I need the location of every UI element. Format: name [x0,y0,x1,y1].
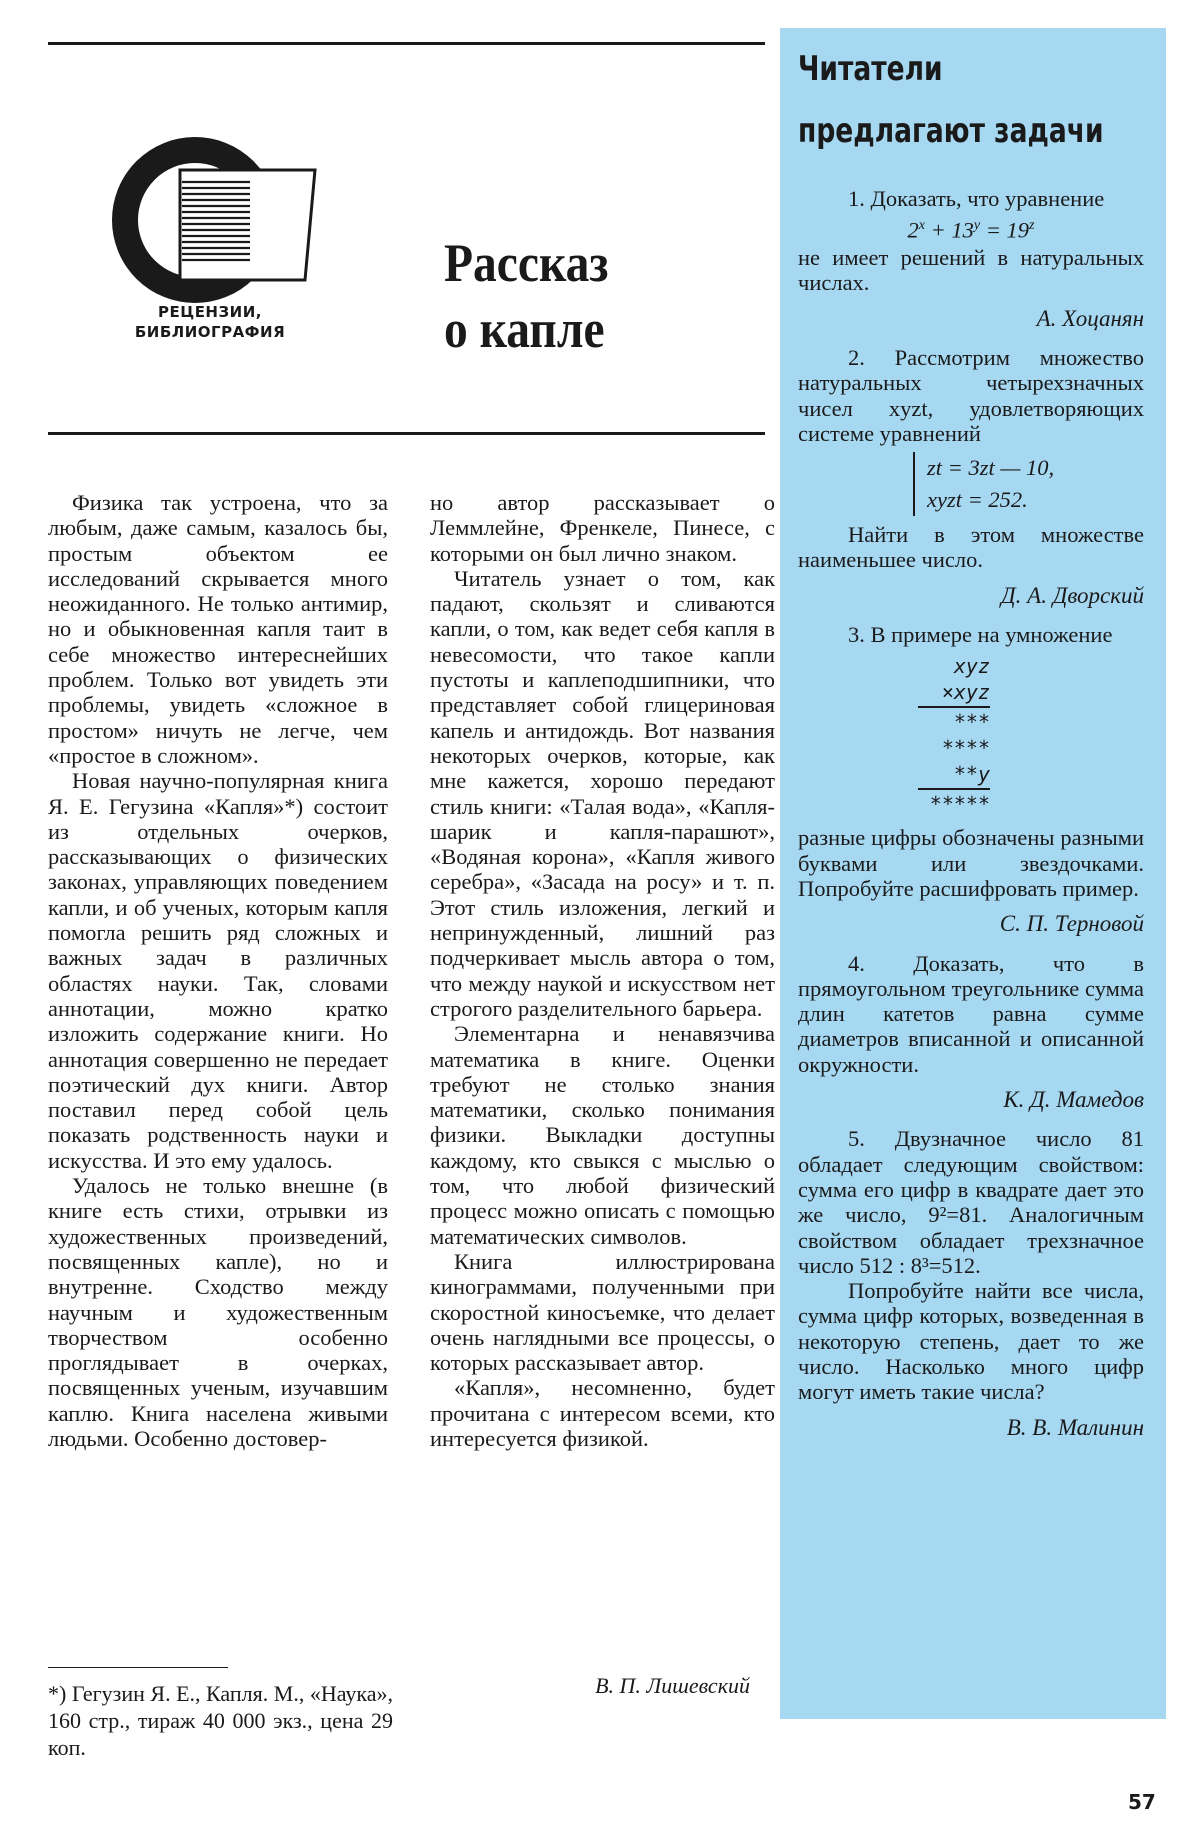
section-label-line2: БИБЛИОГРАФИЯ [134,323,286,341]
problems-sidebar [780,28,1166,1719]
paragraph: но автор рассказывает о Леммлейне, Френкеле, Пинесе, с которыми он был лично знаком. [430,490,775,566]
problem-text: 5. Двузначное число 81 обладает следующим свойством: сумма его цифр в квадрате дает это же число, 9²=81. Аналогичным свойством обладает трехзначное число 512 : 8³=512. [798,1126,1144,1278]
sidebar-title-line1: Читатели [798,49,943,89]
title-line1: Рассказ [444,233,609,293]
article-column-1 [48,490,388,1451]
formula-exponent: z [1029,218,1035,234]
problem-author: С. П. Терновой [999,911,1144,937]
problem-text: 3. В примере на умножение [848,622,1113,648]
problem-author: Д. А. Дворский [1001,582,1144,608]
mult-row: *** [953,710,990,735]
problem-text: 4. Доказать, что в прямоугольном треугольнике сумма длин катетов равна сумме диаметров вписанной и описанной окружности. [798,950,1144,1077]
footnote: *) Гегузин Я. Е., Капля. М., «Наука», 160 стр., тираж 40 000 экз., цена 29 коп. [48,1681,393,1760]
equation-system [913,452,1144,516]
sidebar-title-line2: предлагают задачи [798,111,1104,151]
problem-3 [798,622,1144,936]
mult-row: **** [941,736,990,761]
article-title [444,230,608,362]
problem-text: Найти в этом множестве наименьшее число. [798,522,1144,573]
formula-part: + 13 [924,217,974,243]
problem-text: 1. Доказать, что уравнение [848,186,1105,211]
problem-text: Попробуйте найти все числа, сумма цифр которых, возведенная в некоторую степень, дает то же число. Насколько много цифр могут иметь такие числа? [798,1278,1144,1405]
problem-text: 2. Рассмотрим множество натуральных четырехзначных чисел xyzt, удовлетворяющих системе уравнений [798,344,1144,446]
paragraph: Физика так устроена, что за любым, даже самым, казалось бы, простым объектом ее исследований скрывается много неожиданного. Не только антимир, но и обыкновенная капля таит в себе множество интереснейших проблем. Только вот увидеть эти проблемы, увидеть «сложное в простом» ничуть не легче, чем «простое в сложном». [48,490,388,768]
formula-part: = 19 [980,217,1030,243]
sidebar-title [798,38,1104,162]
paragraph: «Капля», несомненно, будет прочитана с интересом всеми, кто интересуется физикой. [430,1375,775,1451]
footnote-rule [48,1667,228,1668]
formula-exponent: y [973,218,981,234]
mult-row: ×xyz [941,680,990,705]
section-label-line1: РЕЦЕНЗИИ, [158,303,262,321]
paragraph: Читатель узнает о том, как падают, скользят и сливаются капли, о том, как ведет себя капля в невесомости, что такое капли пустоты и каплеподшипники, что представляет собой глицериновая капель и антидождь. Вот названия некоторых очерков, которые, как мне кажется, хорошо передают стиль книги: «Талая вода», «Капля-шарик и капля-парашют», «Водяная корона», «Капля живого серебра», «Засада на росу» и т. п. Этот стиль изложения, легкий и непринужденный, лишний раз подчеркивает мысль автора о том, что между наукой и искусством нет строгого разделительного барьера. [430,565,775,1021]
formula-part: 2 [907,217,919,243]
problem-author: А. Хоцанян [1036,305,1144,331]
problem-text: не имеет решений в натуральных числах. [798,245,1144,296]
bottom-rule [48,432,765,435]
equation: xyzt = 252. [927,487,1028,513]
top-rule [48,42,765,45]
paragraph: Новая научно-популярная книга Я. Е. Гегузина «Капля»*) состоит из отдельных очерков, рассказывающих о физических законах, управляющих поведением капли, и об ученых, которым капля помогла решить ряд сложных и важных задач в различных областях науки. Так, словами аннотации, можно кратко изложить содержание книги. Но аннотация совершенно не передает поэтический дух книги. Автор поставил перед собой цель показать родственность науки и искусства. И это ему удалось. [48,768,388,1173]
paragraph: Книга иллюстрирована кинограммами, полученными при скоростной киносъемке, что делает очень наглядными все процессы, о которых рассказывает автор. [430,1248,775,1376]
mult-line [918,706,990,708]
page-number: 57 [1128,1790,1156,1814]
problem-5 [798,1126,1144,1440]
mult-row: **y [953,762,990,787]
problem-author: К. Д. Мамедов [1003,1087,1144,1113]
mult-line [918,788,990,790]
article-column-2 [430,490,775,1451]
mult-row: ***** [929,792,990,817]
problem-4 [798,951,1144,1113]
section-label [110,302,310,342]
problem-1 [798,186,1144,331]
problem-text: разные цифры обозначены разными буквами или звездочками. Попробуйте расшифровать пример. [798,825,1144,901]
paragraph: Удалось не только внешне (в книге есть стихи, отрывки из художественных произведений, посвященных капле), но и внутренне. Сходство между научным и художественным творчеством особенно проглядывает в очерках, посвященных ученым, изучавшим каплю. Книга населена живыми людьми. Особенно достовер- [48,1173,388,1451]
problem-author: В. В. Малинин [1006,1414,1144,1440]
title-line2: о капле [444,299,605,359]
formula-exponent: x [918,218,925,234]
mult-row: xyz [953,654,990,679]
paragraph: Элементарна и ненавязчива математика в книге. Оценки требуют не столько знания математики, сколько понимания физики. Выкладки доступны каждому, кто свыкся с мыслью о том, что любой физический процесс можно описать с помощью математических символов. [430,1021,775,1249]
multiplication-example [918,653,1144,817]
equation: zt = 3zt — 10, [927,455,1055,481]
problem-2 [798,345,1144,608]
problem-formula [798,213,1144,243]
article-signature: В. П. Лишевский [595,1673,750,1698]
